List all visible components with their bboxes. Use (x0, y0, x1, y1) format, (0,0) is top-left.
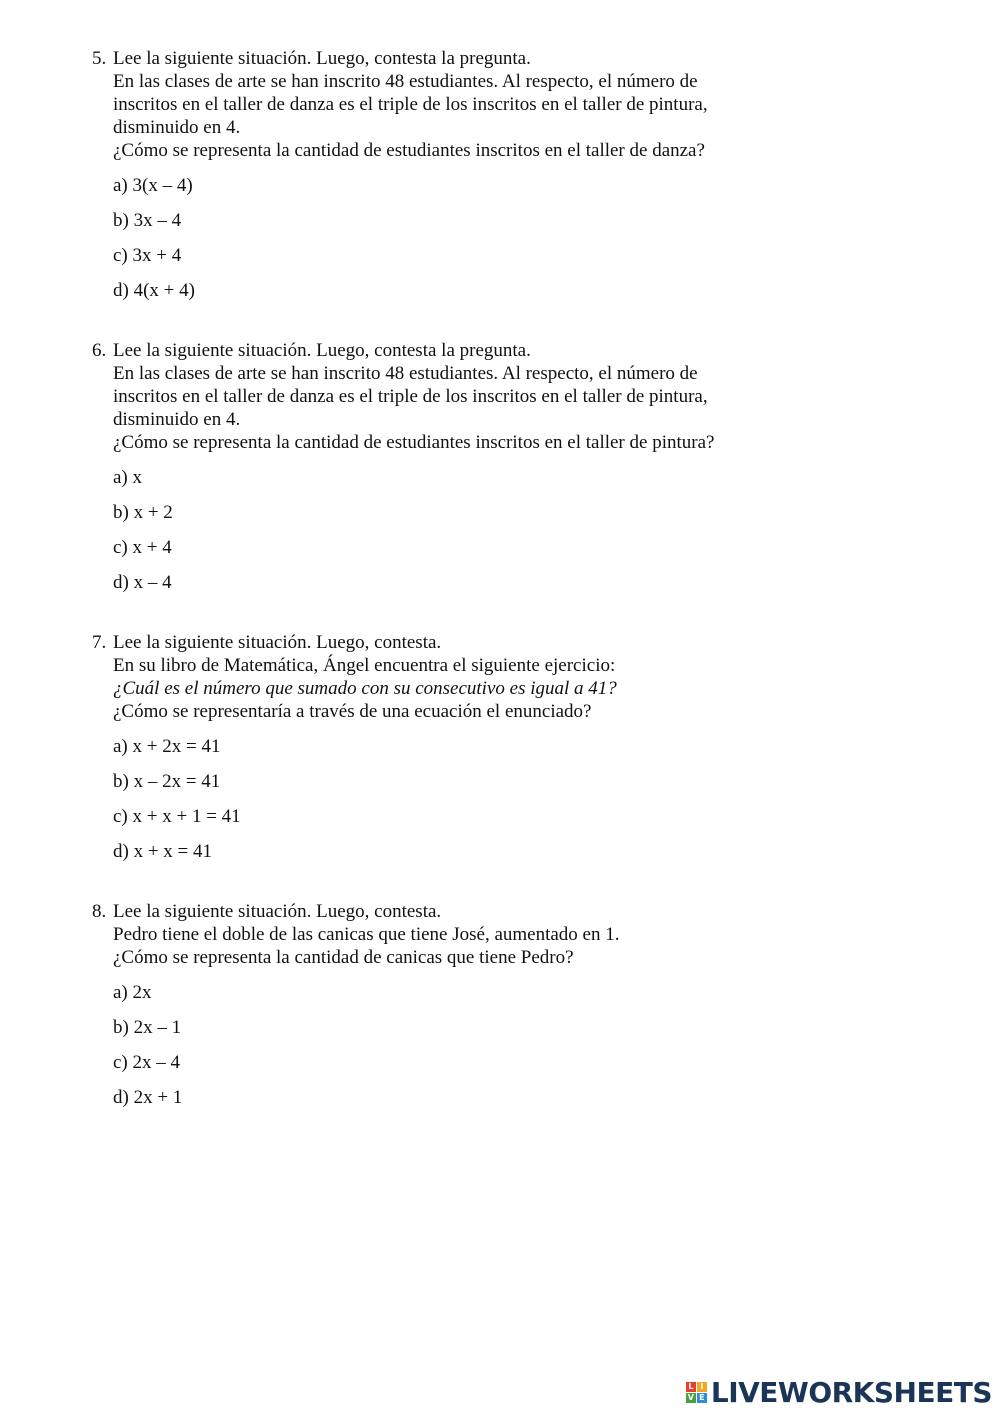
question-intro: Lee la siguiente situación. Luego, contesta la pregunta. (113, 48, 531, 69)
option-c[interactable]: c) x + x + 1 = 41 (113, 806, 241, 827)
option-a[interactable]: a) 3(x – 4) (113, 175, 193, 196)
question-text-line: Pedro tiene el doble de las canicas que tiene José, aumentado en 1. (113, 924, 620, 945)
option-d[interactable]: d) 2x + 1 (113, 1087, 183, 1108)
question-text-line: inscritos en el taller de danza es el triple de los inscritos en el taller de pintura, (113, 94, 708, 115)
question-intro: Lee la siguiente situación. Luego, contesta la pregunta. (113, 340, 531, 361)
question-text-line: disminuido en 4. (113, 117, 241, 138)
question-text-line: inscritos en el taller de danza es el triple de los inscritos en el taller de pintura, (113, 386, 708, 407)
exercise-statement: ¿Cuál es el número que sumado con su consecutivo es igual a 41? (113, 678, 617, 699)
logo-block: E (697, 1393, 707, 1403)
logo-block: L (686, 1382, 696, 1392)
question-8 (92, 900, 852, 1109)
option-b[interactable]: b) 3x – 4 (113, 210, 182, 231)
option-b[interactable]: b) 2x – 1 (113, 1017, 182, 1038)
question-prompt: ¿Cómo se representa la cantidad de canicas que tiene Pedro? (113, 947, 574, 968)
option-a[interactable]: a) 2x (113, 982, 152, 1003)
brand-name: LIVEWORKSHEETS (710, 1375, 992, 1409)
option-b[interactable]: b) x – 2x = 41 (113, 771, 221, 792)
option-a[interactable]: a) x + 2x = 41 (113, 736, 221, 757)
logo-block: I (697, 1382, 707, 1392)
question-number: 8. (92, 901, 107, 922)
option-b[interactable]: b) x + 2 (113, 502, 173, 523)
liveworksheets-logo (686, 1376, 992, 1408)
question-text-line: disminuido en 4. (113, 409, 241, 430)
option-d[interactable]: d) 4(x + 4) (113, 280, 195, 301)
option-c[interactable]: c) 3x + 4 (113, 245, 182, 266)
question-text-line: En las clases de arte se han inscrito 48 estudiantes. Al respecto, el número de (113, 71, 698, 92)
logo-icon (686, 1382, 707, 1403)
question-6 (92, 339, 852, 594)
question-intro: Lee la siguiente situación. Luego, contesta. (113, 901, 442, 922)
question-number: 7. (92, 632, 107, 653)
question-prompt: ¿Cómo se representaría a través de una ecuación el enunciado? (113, 701, 592, 722)
question-prompt: ¿Cómo se representa la cantidad de estudiantes inscritos en el taller de pintura? (113, 432, 715, 453)
question-5 (92, 47, 852, 302)
option-c[interactable]: c) 2x – 4 (113, 1052, 181, 1073)
option-a[interactable]: a) x (113, 467, 143, 488)
question-text-line: En su libro de Matemática, Ángel encuentra el siguiente ejercicio: (113, 655, 616, 676)
option-d[interactable]: d) x + x = 41 (113, 841, 213, 862)
question-number: 6. (92, 340, 107, 361)
option-d[interactable]: d) x – 4 (113, 572, 172, 593)
question-7 (92, 631, 852, 863)
option-c[interactable]: c) x + 4 (113, 537, 172, 558)
question-prompt: ¿Cómo se representa la cantidad de estudiantes inscritos en el taller de danza? (113, 140, 705, 161)
question-intro: Lee la siguiente situación. Luego, contesta. (113, 632, 442, 653)
question-number: 5. (92, 48, 107, 69)
question-text-line: En las clases de arte se han inscrito 48 estudiantes. Al respecto, el número de (113, 363, 698, 384)
logo-block: V (687, 1392, 694, 1402)
